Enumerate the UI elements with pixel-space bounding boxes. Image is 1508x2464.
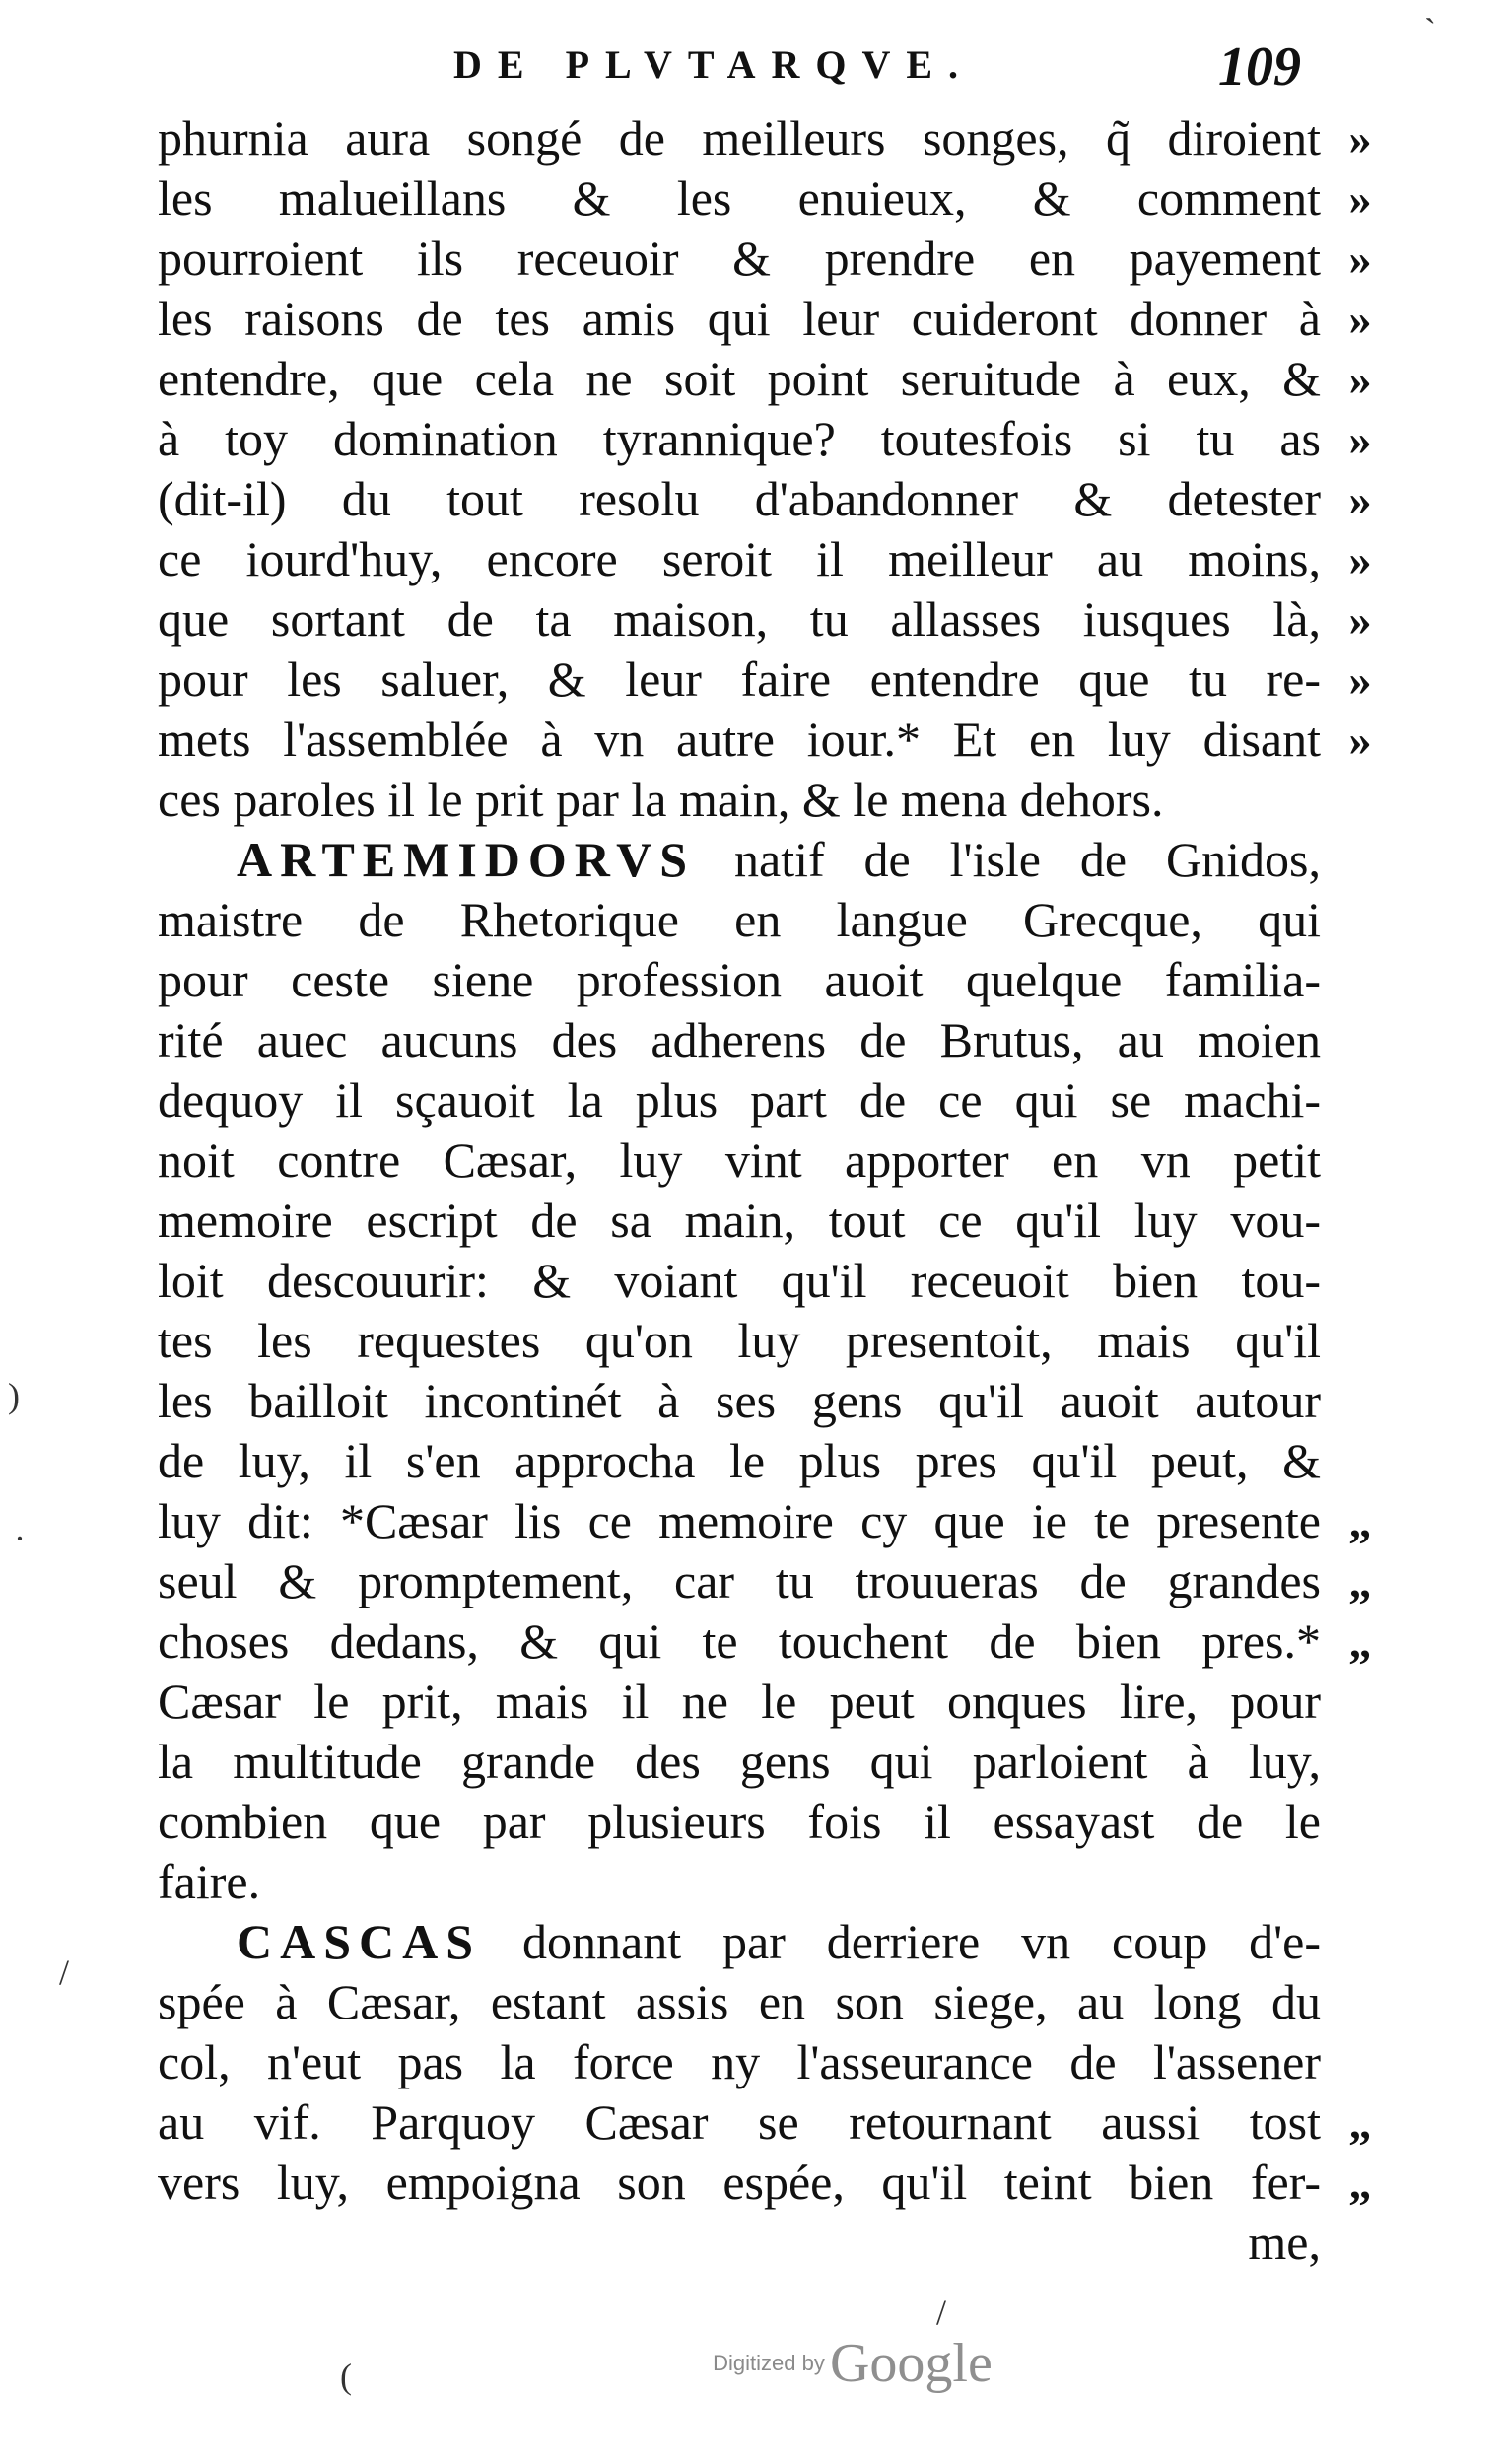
text-line: faire. — [158, 1854, 261, 1909]
margin-quote-mark — [1331, 770, 1390, 830]
text-line: pour les saluer, & leur faire entendre que tu re- — [158, 651, 1321, 707]
text-line: spée à Cæsar, estant assis en son siege, au long du — [158, 1974, 1321, 2029]
margin-quote-mark — [1331, 950, 1390, 1010]
margin-quote-mark: » — [1348, 414, 1372, 464]
text-line: noit contre Cæsar, luy vint apporter en vn petit — [158, 1132, 1321, 1188]
text-line: loit descouurir: & voiant qu'il receuoit bien tou- — [158, 1253, 1321, 1308]
text-line: col, n'eut pas la force ny l'asseurance de l'assener — [158, 2034, 1321, 2089]
catchword: me, — [1248, 2215, 1321, 2270]
paragraph-opening-artemidorus — [158, 830, 1321, 890]
margin-quote-mark — [1331, 1130, 1390, 1191]
page-number: 109 — [1218, 36, 1301, 98]
margin-quote-mark: „ — [1348, 2157, 1372, 2208]
text-line: tes les requestes qu'on luy presentoit, mais qu'il — [158, 1313, 1321, 1368]
person-name-artemidorus: ARTEMIDORVS — [237, 832, 696, 887]
text-line: luy dit: *Cæsar lis ce memoire cy que ie te presente — [158, 1493, 1321, 1548]
text-line: dequoy il sçauoit la plus part de ce qui se machi- — [158, 1072, 1321, 1128]
text-line: les malueillans & les enuieux, & comment — [158, 171, 1321, 226]
text-line: rité auec aucuns des adherens de Brutus, au moien — [158, 1012, 1321, 1067]
text-line: memoire escript de sa main, tout ce qu'il luy vou- — [158, 1193, 1321, 1248]
margin-quote-mark — [1331, 1010, 1390, 1070]
margin-quote-mark: » — [1348, 234, 1372, 284]
margin-quote-mark: » — [1348, 354, 1372, 404]
margin-quote-mark — [1331, 1792, 1390, 1852]
margin-quote-mark — [1331, 1070, 1390, 1130]
digitized-by-label: Digitized by — [713, 2351, 825, 2375]
scan-speck: ( — [340, 2357, 352, 2396]
margin-quote-mark — [1331, 1912, 1390, 1972]
margin-quotation-marks — [1331, 108, 1390, 2213]
margin-quote-mark: „ — [1348, 2097, 1372, 2148]
margin-quote-mark — [1331, 1672, 1390, 1732]
page-header — [453, 36, 1301, 101]
text-line: pour ceste siene profession auoit quelque familia- — [158, 952, 1321, 1007]
digitization-watermark — [690, 2332, 1015, 2394]
text-run: donnant par derriere vn coup d'e- — [522, 1914, 1322, 1969]
text-line: Cæsar le prit, mais il ne le peut onques lire, pour — [158, 1674, 1321, 1729]
margin-quote-mark: „ — [1348, 1556, 1372, 1607]
margin-quote-mark — [1331, 2032, 1390, 2092]
text-run: natif de l'isle de Gnidos, — [734, 832, 1321, 887]
text-line: de luy, il s'en approcha le plus pres qu'il peut, & — [158, 1433, 1321, 1488]
margin-quote-mark: » — [1348, 173, 1372, 224]
margin-quote-mark: „ — [1348, 1496, 1372, 1546]
text-line: que sortant de ta maison, tu allasses iusques là, — [158, 591, 1321, 647]
margin-quote-mark: » — [1348, 654, 1372, 705]
scan-speck: ` — [1424, 11, 1436, 50]
text-line: maistre de Rhetorique en langue Grecque, qui — [158, 892, 1321, 947]
body-text — [158, 108, 1321, 2273]
text-line: (dit-il) du tout resolu d'abandonner & detester — [158, 471, 1321, 526]
text-line: les bailloit incontinét à ses gens qu'il auoit autour — [158, 1373, 1321, 1428]
running-title: DE PLVTARQVE. — [453, 42, 975, 87]
text-line: à toy domination tyrannique? toutesfois si tu as — [158, 411, 1321, 466]
margin-quote-mark — [1331, 1191, 1390, 1251]
margin-quote-mark — [1331, 830, 1390, 890]
text-line: la multitude grande des gens qui parloient à luy, — [158, 1734, 1321, 1789]
margin-quote-mark: „ — [1348, 1616, 1372, 1667]
margin-quote-mark: » — [1348, 715, 1372, 765]
margin-quote-mark: » — [1348, 534, 1372, 584]
text-line: phurnia aura songé de meilleurs songes, q̃ diroient — [158, 110, 1321, 166]
text-line: pourroient ils receuoir & prendre en payement — [158, 231, 1321, 286]
text-line: au vif. Parquoy Cæsar se retournant aussi tost — [158, 2094, 1321, 2150]
google-logo: Google — [829, 2333, 993, 2394]
text-line: vers luy, empoigna son espée, qu'il teint bien fer- — [158, 2155, 1321, 2210]
scan-speck: / — [59, 1952, 70, 1992]
margin-quote-mark — [1331, 1311, 1390, 1371]
paragraph-opening-cascas — [158, 1912, 1321, 1972]
text-line: ce iourd'huy, encore seroit il meilleur au moins, — [158, 531, 1321, 586]
text-line: les raisons de tes amis qui leur cuideront donner à — [158, 291, 1321, 346]
margin-quote-mark: » — [1348, 474, 1372, 524]
margin-quote-mark — [1331, 1431, 1390, 1491]
text-line: mets l'assemblée à vn autre iour.* Et en luy disant — [158, 712, 1321, 767]
scan-speck: · — [14, 1519, 26, 1558]
text-line: ces paroles il le prit par la main, & le mena dehors. — [158, 772, 1164, 827]
person-name-cascas: CASCAS — [237, 1914, 482, 1969]
margin-quote-mark — [1331, 1251, 1390, 1311]
margin-quote-mark: » — [1348, 294, 1372, 344]
scan-speck: ) — [8, 1376, 20, 1415]
scan-speck: / — [936, 2293, 947, 2332]
margin-quote-mark: » — [1348, 594, 1372, 645]
margin-quote-mark — [1331, 1972, 1390, 2032]
margin-quote-mark — [1331, 1852, 1390, 1912]
text-line: choses dedans, & qui te touchent de bien pres.* — [158, 1613, 1321, 1669]
text-line: combien que par plusieurs fois il essayast de le — [158, 1794, 1321, 1849]
margin-quote-mark — [1331, 890, 1390, 950]
margin-quote-mark — [1331, 1732, 1390, 1792]
text-line: entendre, que cela ne soit point seruitude à eux, & — [158, 351, 1321, 406]
text-line: seul & promptement, car tu trouueras de grandes — [158, 1553, 1321, 1608]
margin-quote-mark: » — [1348, 113, 1372, 164]
margin-quote-mark — [1331, 1371, 1390, 1431]
